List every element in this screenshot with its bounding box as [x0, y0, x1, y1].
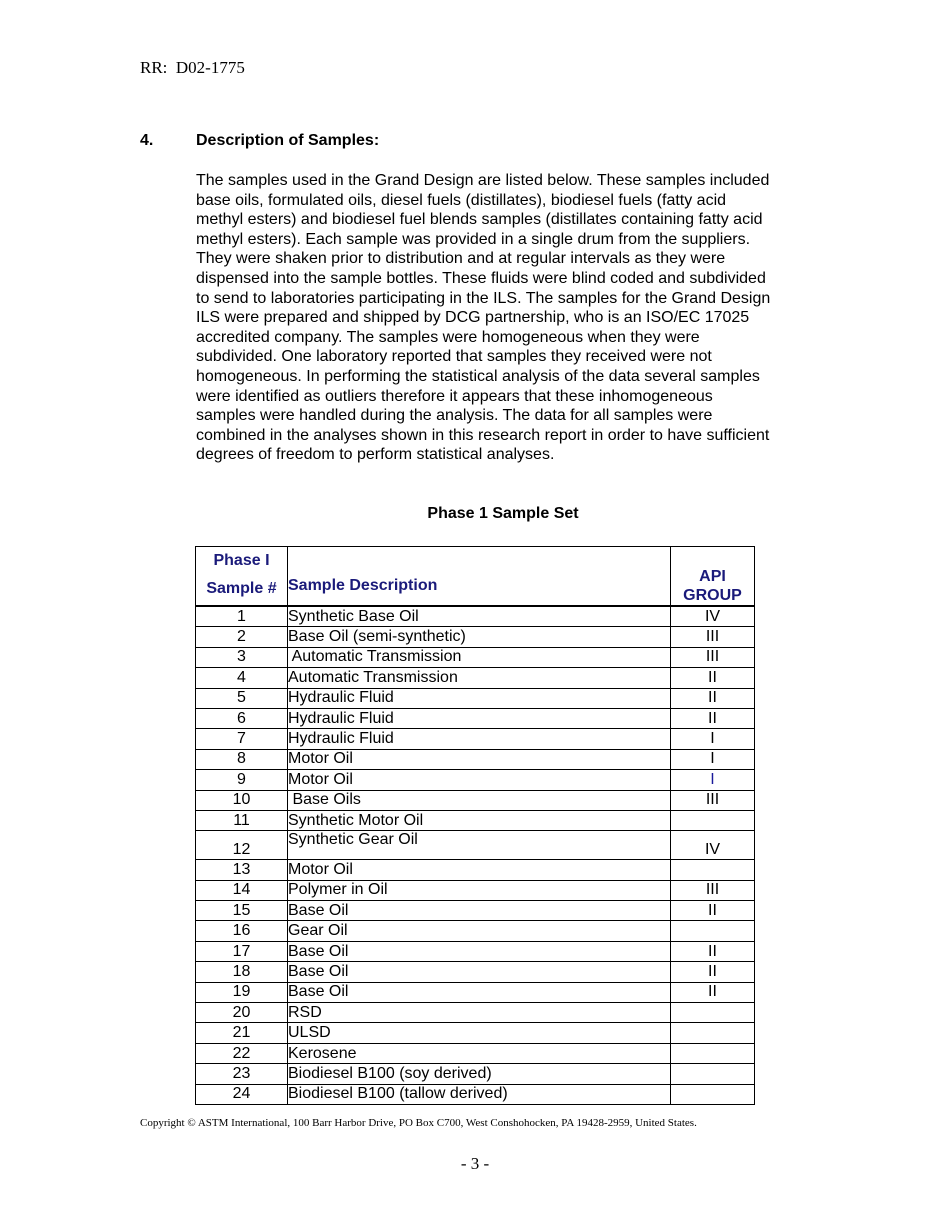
section-paragraph [196, 171, 816, 465]
sample-number-cell: 13 [196, 860, 288, 880]
api-group-cell: III [671, 880, 755, 900]
sample-description-cell: Hydraulic Fluid [288, 708, 671, 728]
table-row [196, 1003, 755, 1023]
paragraph-line: methyl esters). Each sample was provided in a single drum from the suppliers. [196, 230, 751, 248]
api-group-cell [671, 810, 755, 830]
api-group-cell [671, 860, 755, 880]
sample-description-cell: RSD [288, 1003, 671, 1023]
header-description-label: Sample Description [288, 577, 438, 594]
table-row [196, 749, 755, 769]
api-group-cell: II [671, 901, 755, 921]
sample-number-cell: 7 [196, 729, 288, 749]
sample-description-cell: Kerosene [288, 1043, 671, 1063]
sample-description-cell: Hydraulic Fluid [288, 729, 671, 749]
table-header-row [196, 547, 755, 607]
table-row [196, 901, 755, 921]
paragraph-line: dispensed into the sample bottles. These fluids were blind coded and subdivided [196, 269, 766, 287]
api-group-cell: IV [671, 831, 755, 860]
table-row [196, 962, 755, 982]
api-group-cell: II [671, 708, 755, 728]
sample-number-cell: 17 [196, 941, 288, 961]
sample-number-cell: 24 [196, 1084, 288, 1104]
paragraph-line: base oils, formulated oils, diesel fuels (distillates), biodiesel fuels (fatty acid [196, 191, 727, 209]
header-api-line1: API [699, 568, 726, 585]
api-group-cell: II [671, 962, 755, 982]
sample-description-cell: Synthetic Base Oil [288, 606, 671, 627]
paragraph-line: were identified as outliers therefore it appears that these inhomogeneous [196, 387, 713, 405]
table-row [196, 770, 755, 790]
sample-number-cell: 12 [196, 831, 288, 860]
sample-number-cell: 19 [196, 982, 288, 1002]
api-group-cell: III [671, 790, 755, 810]
api-group-cell: III [671, 647, 755, 667]
sample-description-cell: Biodiesel B100 (tallow derived) [288, 1084, 671, 1104]
api-group-cell [671, 1003, 755, 1023]
api-group-cell: I [671, 729, 755, 749]
table-row [196, 790, 755, 810]
api-group-cell [671, 921, 755, 941]
sample-table [195, 546, 755, 1105]
api-group-cell: III [671, 627, 755, 647]
table-row [196, 606, 755, 627]
sample-description-cell: Polymer in Oil [288, 880, 671, 900]
table-row [196, 1084, 755, 1104]
header-sample-number-line1: Phase I [213, 552, 270, 569]
sample-description-cell: Base Oil [288, 962, 671, 982]
sample-description-cell: Motor Oil [288, 860, 671, 880]
sample-number-cell: 15 [196, 901, 288, 921]
table-row [196, 1023, 755, 1043]
copyright-notice: Copyright © ASTM International, 100 Barr Harbor Drive, PO Box C700, West Conshohocken, PA 19428-2959, United States. [140, 1117, 697, 1129]
table-title: Phase 1 Sample Set [427, 505, 579, 522]
table-row [196, 982, 755, 1002]
table-row [196, 860, 755, 880]
table-row [196, 627, 755, 647]
api-group-cell: II [671, 688, 755, 708]
paragraph-line: The samples used in the Grand Design are listed below. These samples included [196, 172, 770, 189]
sample-number-cell: 16 [196, 921, 288, 941]
paragraph-line: to send to laboratories participating in the ILS. The samples for the Grand Design [196, 289, 771, 307]
api-group-cell: II [671, 941, 755, 961]
sample-description-cell: Synthetic Gear Oil [288, 831, 671, 860]
paragraph-line: accredited company. The samples were homogeneous when they were [196, 328, 700, 346]
sample-number-cell: 11 [196, 810, 288, 830]
api-group-cell [671, 1043, 755, 1063]
api-group-cell: IV [671, 606, 755, 627]
sample-description-cell: Base Oil (semi-synthetic) [288, 627, 671, 647]
table-row [196, 921, 755, 941]
api-group-cell: I [671, 749, 755, 769]
table-row [196, 647, 755, 667]
sample-number-cell: 14 [196, 880, 288, 900]
paragraph-line: combined in the analyses shown in this research report in order to have sufficient [196, 426, 770, 444]
api-group-cell [671, 1084, 755, 1104]
sample-description-cell: Motor Oil [288, 770, 671, 790]
paragraph-line: methyl esters) and biodiesel fuel blends samples (distillates containing fatty acid [196, 211, 763, 229]
sample-description-cell: Base Oil [288, 982, 671, 1002]
api-group-cell: II [671, 982, 755, 1002]
header-sample-description [288, 547, 671, 607]
sample-description-cell: Motor Oil [288, 749, 671, 769]
table-row [196, 880, 755, 900]
paragraph-line: ILS were prepared and shipped by DCG partnership, who is an ISO/EC 17025 [196, 309, 750, 327]
table-row [196, 708, 755, 728]
api-group-cell [671, 1064, 755, 1084]
api-group-cell [671, 1023, 755, 1043]
table-row [196, 810, 755, 830]
sample-number-cell: 3 [196, 647, 288, 667]
sample-number-cell: 8 [196, 749, 288, 769]
sample-description-cell: Base Oils [288, 790, 671, 810]
sample-number-cell: 22 [196, 1043, 288, 1063]
sample-number-cell: 2 [196, 627, 288, 647]
sample-number-cell: 21 [196, 1023, 288, 1043]
sample-number-cell: 18 [196, 962, 288, 982]
page-number: - 3 - [460, 1154, 490, 1173]
sample-description-cell: Hydraulic Fluid [288, 688, 671, 708]
sample-description-cell: Biodiesel B100 (soy derived) [288, 1064, 671, 1084]
sample-description-cell: Base Oil [288, 941, 671, 961]
table-row [196, 831, 755, 860]
sample-description-cell: ULSD [288, 1023, 671, 1043]
report-id: RR: D02-1775 [140, 58, 245, 77]
sample-number-cell: 23 [196, 1064, 288, 1084]
header-sample-number-line2: Sample # [206, 580, 277, 597]
table-row [196, 941, 755, 961]
table-row [196, 668, 755, 688]
paragraph-line: samples were handled during the analysis. The data for all samples were [196, 407, 713, 425]
paragraph-line: homogeneous. In performing the statistical analysis of the data several samples [196, 367, 760, 385]
api-group-cell: II [671, 668, 755, 688]
sample-description-cell: Gear Oil [288, 921, 671, 941]
sample-number-cell: 20 [196, 1003, 288, 1023]
table-row [196, 1064, 755, 1084]
section-number: 4. [140, 132, 154, 149]
paragraph-line: degrees of freedom to perform statistical analyses. [196, 446, 555, 464]
table-row [196, 688, 755, 708]
sample-number-cell: 9 [196, 770, 288, 790]
table-row [196, 729, 755, 749]
sample-description-cell: Synthetic Motor Oil [288, 810, 671, 830]
sample-number-cell: 1 [196, 606, 288, 627]
header-sample-number [196, 547, 288, 607]
sample-description-cell: Automatic Transmission [288, 668, 671, 688]
sample-number-cell: 10 [196, 790, 288, 810]
table-row [196, 1043, 755, 1063]
sample-number-cell: 5 [196, 688, 288, 708]
header-api-line2: GROUP [683, 587, 742, 604]
paragraph-line: They were shaken prior to distribution and at regular intervals as they were [196, 250, 726, 268]
sample-description-cell: Base Oil [288, 901, 671, 921]
section-title: Description of Samples: [196, 132, 380, 149]
api-group-cell: I [671, 770, 755, 790]
sample-number-cell: 4 [196, 668, 288, 688]
sample-description-cell: Automatic Transmission [288, 647, 671, 667]
paragraph-line: subdivided. One laboratory reported that samples they received were not [196, 348, 712, 366]
sample-number-cell: 6 [196, 708, 288, 728]
header-api-group [671, 547, 755, 607]
